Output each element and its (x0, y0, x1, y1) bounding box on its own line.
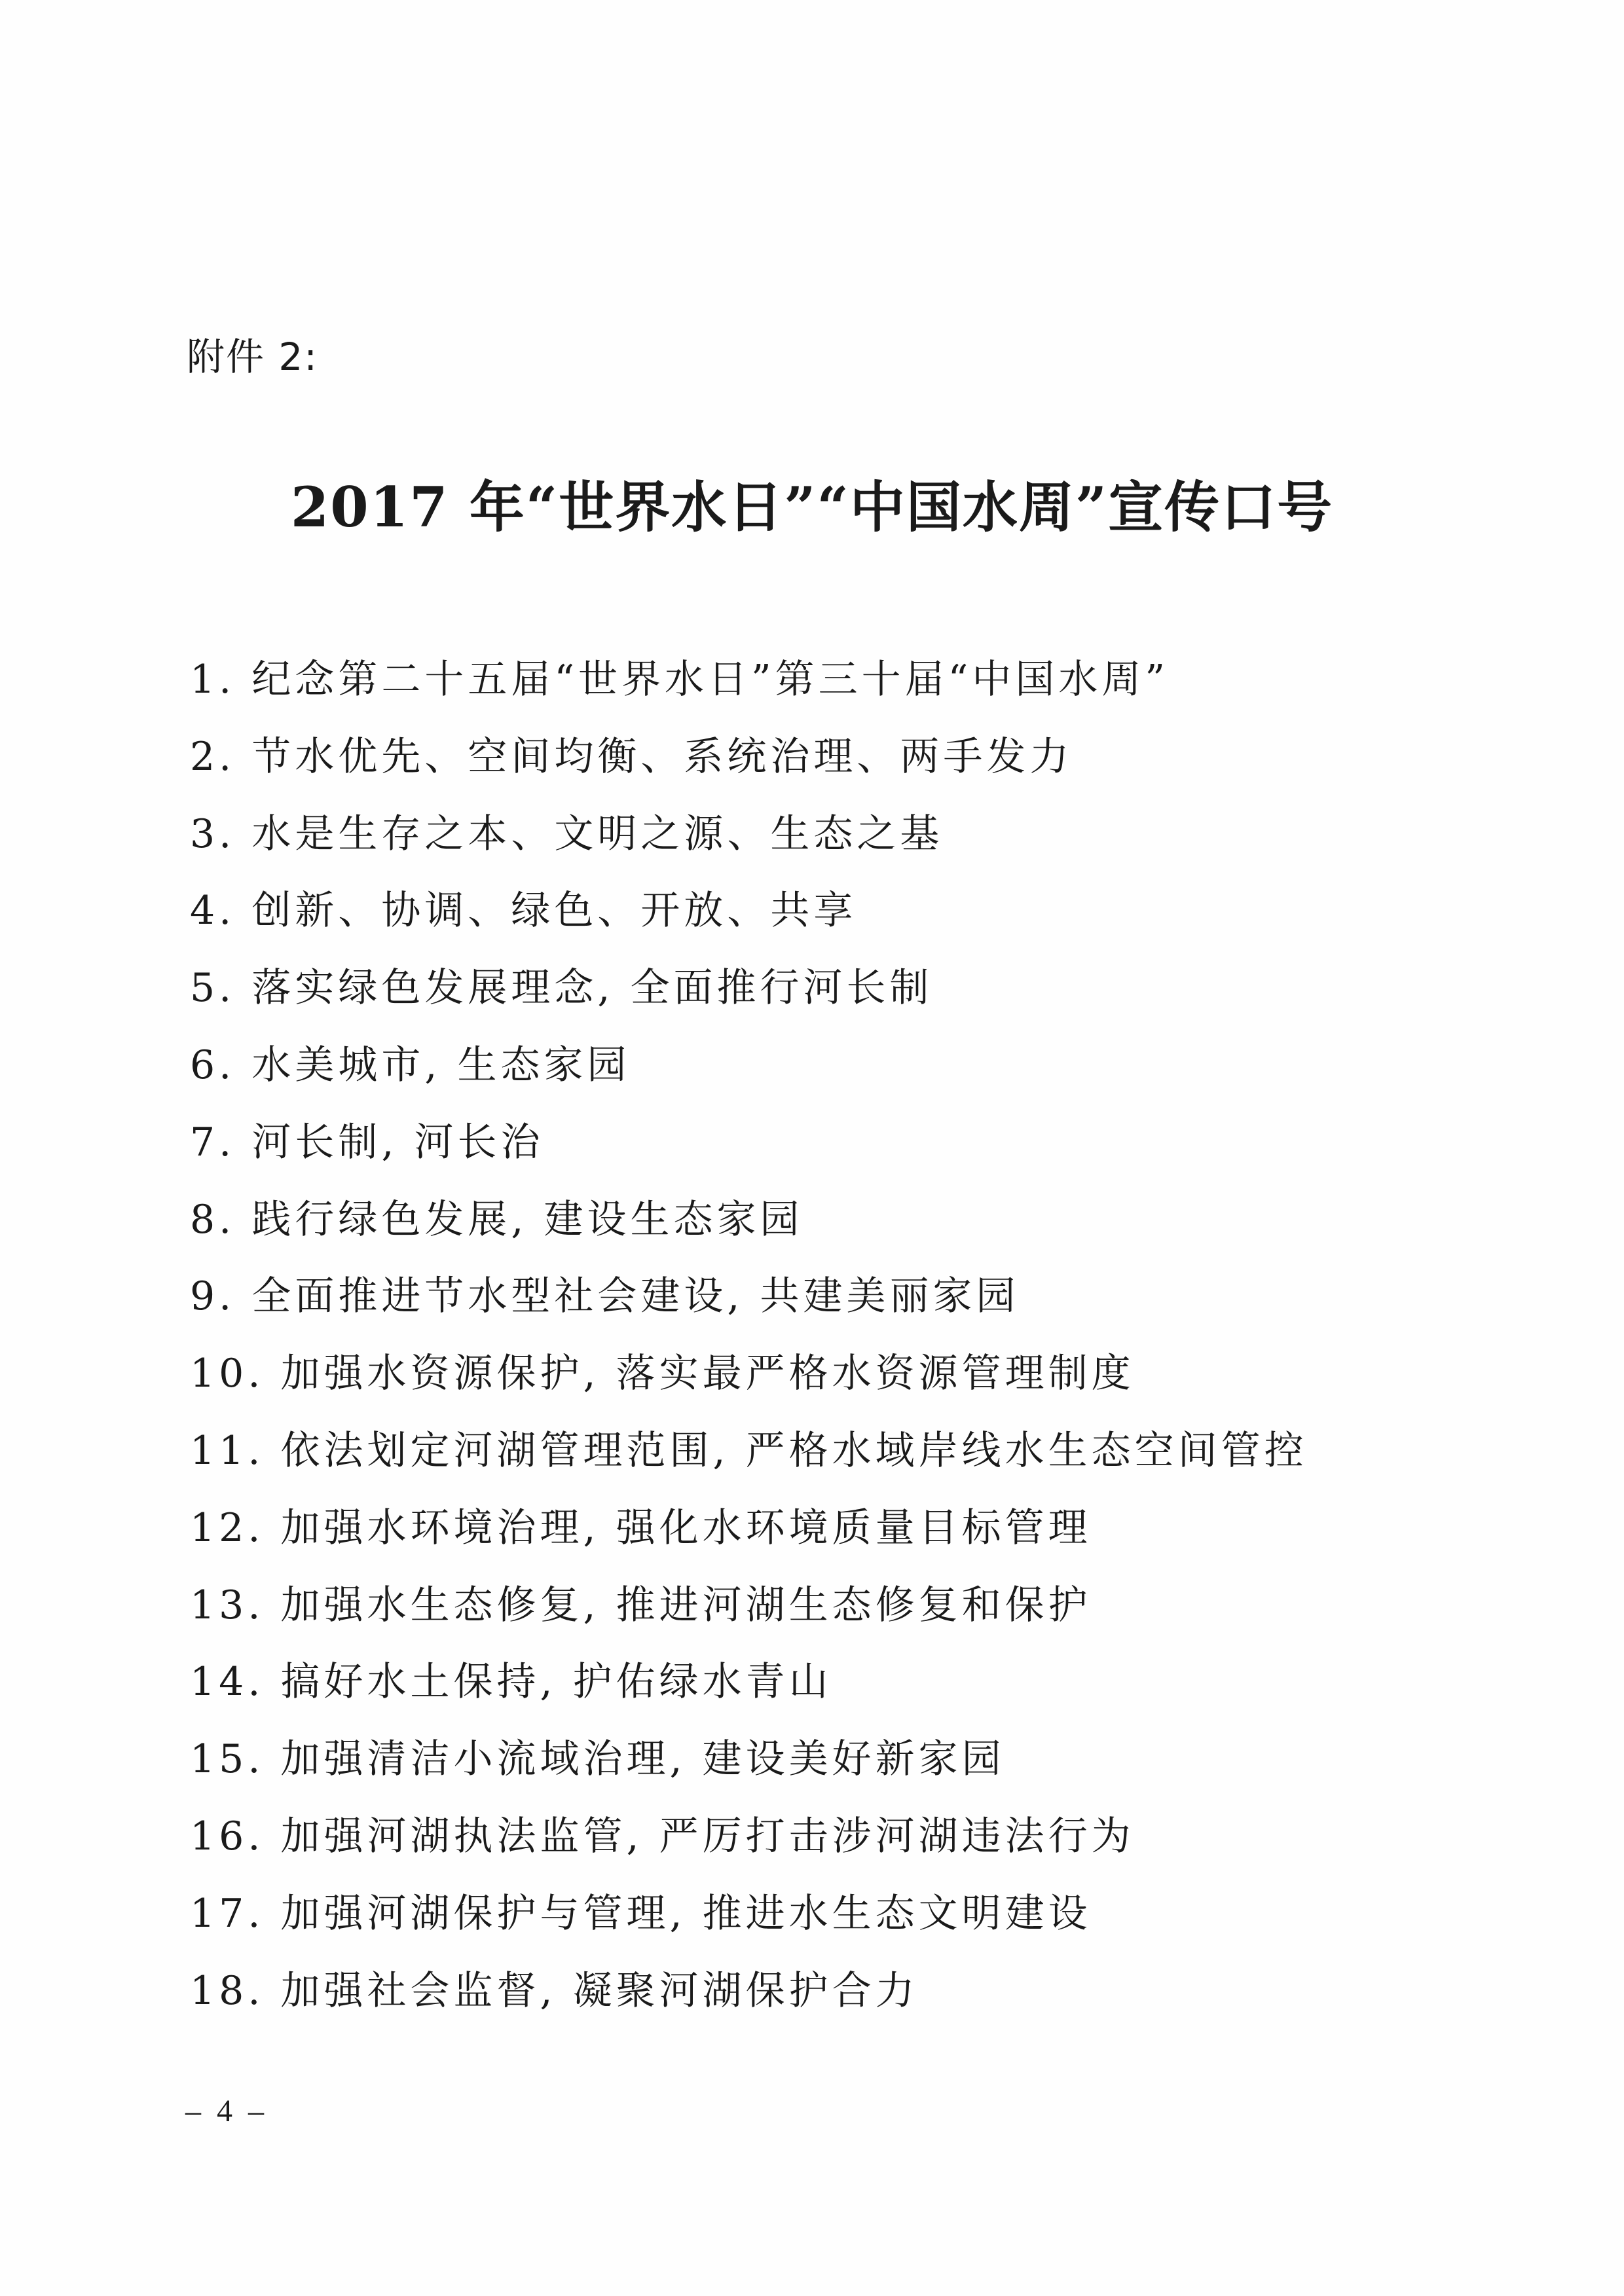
slogan-item: 3. 水是生存之本、文明之源、生态之基 (190, 811, 944, 857)
slogan-item: 7. 河长制, 河长治 (190, 1119, 544, 1165)
slogan-item: 16. 加强河湖执法监管, 严厉打击涉河湖违法行为 (190, 1813, 1135, 1859)
slogan-item: 5. 落实绿色发展理念, 全面推行河长制 (190, 965, 933, 1011)
slogan-item: 15. 加强清洁小流域治理, 建设美好新家园 (190, 1736, 1005, 1783)
slogan-item: 12. 加强水环境治理, 强化水环境质量目标管理 (190, 1504, 1092, 1551)
slogan-item: 13. 加强水生态修复, 推进河湖生态修复和保护 (190, 1582, 1092, 1628)
slogan-item: 2. 节水优先、空间均衡、系统治理、两手发力 (190, 733, 1073, 780)
slogan-item: 17. 加强河湖保护与管理, 推进水生态文明建设 (190, 1890, 1092, 1937)
slogan-item: 8. 践行绿色发展, 建设生态家园 (190, 1196, 803, 1243)
slogan-list (190, 642, 1308, 2030)
slogan-item: 1. 纪念第二十五届“世界水日”第三十届“中国水周” (190, 657, 1170, 702)
attachment-label: 附件 2: (187, 335, 318, 379)
slogan-item: 6. 水美城市, 生态家园 (190, 1042, 631, 1088)
page-title: 2017 年“世界水日”“中国水周”宣传口号 (290, 475, 1334, 539)
slogan-item: 10. 加强水资源保护, 落实最严格水资源管理制度 (190, 1351, 1135, 1397)
slogan-item: 11. 依法划定河湖管理范围, 严格水域岸线水生态空间管控 (190, 1427, 1308, 1474)
slogan-item: 4. 创新、协调、绿色、开放、共享 (190, 888, 857, 934)
slogan-item: 18. 加强社会监督, 凝聚河湖保护合力 (190, 1967, 919, 2014)
page-number: – 4 – (185, 2094, 268, 2128)
slogan-item: 9. 全面推进节水型社会建设, 共建美丽家园 (190, 1273, 1020, 1320)
slogan-item: 14. 搞好水土保持, 护佑绿水青山 (190, 1659, 832, 1705)
